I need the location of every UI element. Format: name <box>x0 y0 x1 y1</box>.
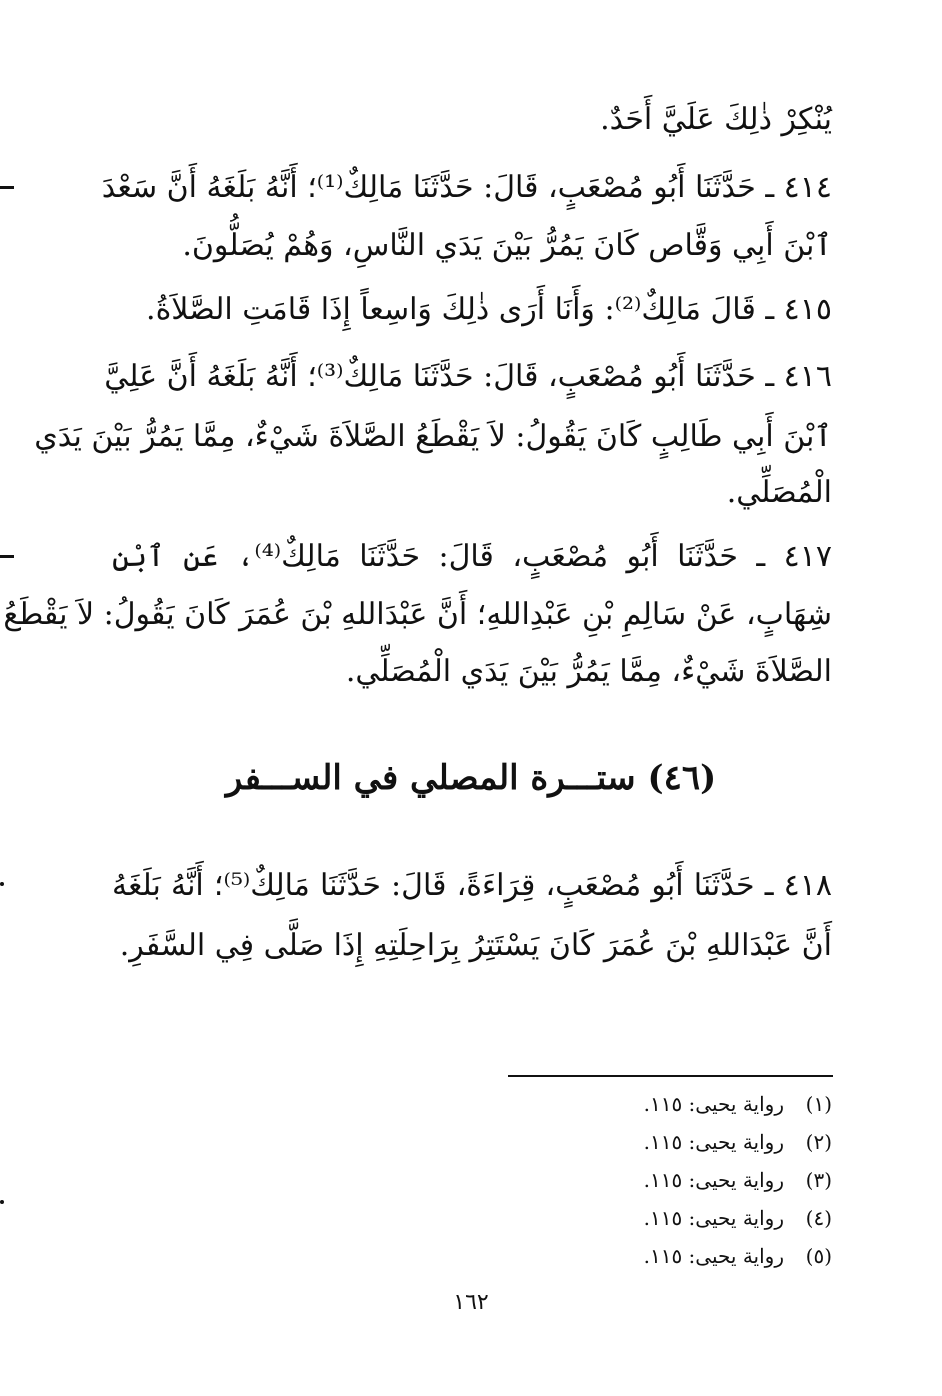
footnote-divider <box>508 1075 833 1077</box>
footnote-3 <box>502 1166 832 1194</box>
margin-mark <box>0 186 14 189</box>
text-line-1: يُنْكِرْ ذٰلِكَ عَلَيَّ أَحَدٌ. <box>600 102 832 137</box>
footnote-4 <box>502 1204 832 1232</box>
footnote-text: رواية يحيى: ١١٥. <box>643 1092 784 1116</box>
footnote-text: رواية يحيى: ١١٥. <box>643 1244 784 1268</box>
text-line-3: ٱبْنَ أَبِي وَقَّاص كَانَ يَمُرُّ بَيْنَ يَدَي النَّاسِ، وَهُمْ يُصَلُّونَ. <box>182 228 832 263</box>
text-line-7: الْمُصَلِّي. <box>726 475 832 510</box>
footnote-number: (٤) <box>805 1206 832 1230</box>
text-line-9: شِهَابٍ، عَنْ سَالِمِ بْنِ عَبْدِاللهِ؛ أَنَّ عَبْدَاللهِ بْنَ عُمَرَ كَانَ يَقُولُ: لاَ يَقْطَعُ <box>3 597 832 632</box>
footnote-2 <box>502 1128 832 1156</box>
page-number: ١٦٢ <box>453 1290 489 1315</box>
footnote-number: (٣) <box>805 1168 832 1192</box>
margin-dot <box>0 882 4 886</box>
footnote-5 <box>502 1242 832 1270</box>
footnote-1 <box>502 1090 832 1118</box>
text-line-10: الصَّلاَةَ شَيْءٌ، مِمَّا يَمُرُّ بَيْنَ يَدَي الْمُصَلِّي. <box>345 654 832 689</box>
footnote-text: رواية يحيى: ١١٥. <box>643 1206 784 1230</box>
footnote-number: (٢) <box>805 1130 832 1154</box>
footnote-text: رواية يحيى: ١١٥. <box>643 1130 784 1154</box>
footnote-number: (١) <box>805 1092 832 1116</box>
footnote-number: (٥) <box>805 1244 832 1268</box>
text-line-12: أَنَّ عَبْدَاللهِ بْنَ عُمَرَ كَانَ يَسْتَتِرُ بِرَاحِلَتِهِ إِذَا صَلَّى فِي السَّفَرِ. <box>119 928 832 963</box>
margin-dot <box>0 1200 4 1204</box>
section-heading: (٤٦) ستـــرة المصلي في الســـفر <box>225 758 717 798</box>
text-line-5: ٤١٦ ـ حَدَّثَنَا أَبُو مُصْعَبٍ، قَالَ: حَدَّثَنَا مَالِكٌ⁽³⁾؛ أَنَّهُ بَلَغَهُ أَنَّ عَلِيَّ <box>104 359 832 394</box>
text-line-11: ٤١٨ ـ حَدَّثَنَا أَبُو مُصْعَبٍ، قِرَاءَةً، قَالَ: حَدَّثَنَا مَالِكٌ⁽⁵⁾؛ أَنَّهُ بَلَغَهُ <box>112 868 832 903</box>
text-line-4: ٤١٥ ـ قَالَ مَالِكٌ⁽²⁾: وَأَنَا أَرَى ذٰلِكَ وَاسِعاً إِذَا قَامَتِ الصَّلاَةُ. <box>146 292 832 327</box>
text-line-2: ٤١٤ ـ حَدَّثَنَا أَبُو مُصْعَبٍ، قَالَ: حَدَّثَنَا مَالِكٌ⁽¹⁾؛ أَنَّهُ بَلَغَهُ أَنَّ سَعْدَ <box>101 170 832 205</box>
text-line-6: ٱبْنَ أَبِي طَالِبٍ كَانَ يَقُولُ: لاَ يَقْطَعُ الصَّلاَةَ شَيْءٌ، مِمَّا يَمُرُّ بَيْنَ يَدَي <box>34 419 832 454</box>
margin-mark <box>0 555 14 558</box>
text-line-8: ٤١٧ ـ حَدَّثَنَا أَبُو مُصْعَبٍ، قَالَ: حَدَّثَنَا مَالِكٌ⁽⁴⁾، عَنِ ٱبْنِ <box>112 539 832 574</box>
footnote-text: رواية يحيى: ١١٥. <box>643 1168 784 1192</box>
